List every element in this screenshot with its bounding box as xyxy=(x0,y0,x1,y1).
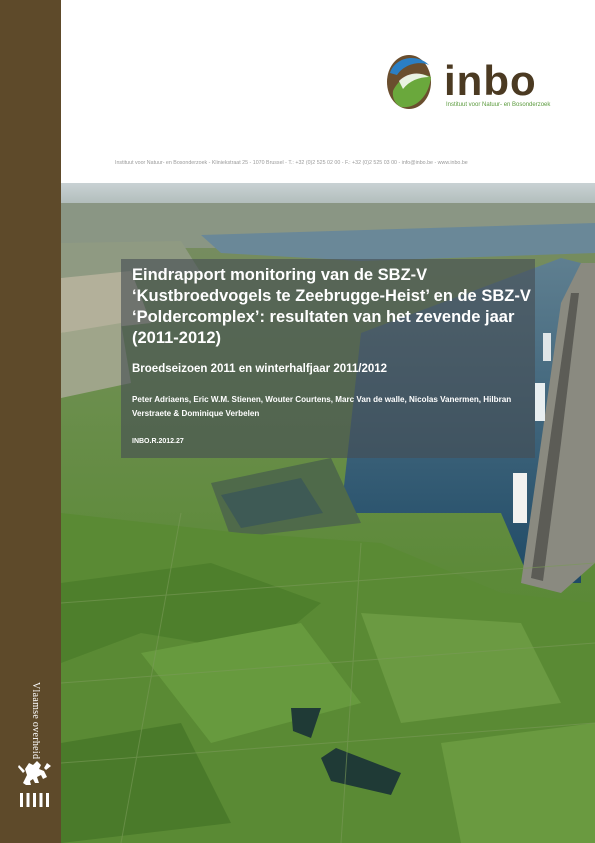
report-authors: Peter Adriaens, Eric W.M. Stienen, Wouter Courtens, Marc Van de walle, Nicolas Vanermen, Hilbran Verstraete & Dominique Verbelen xyxy=(132,395,512,418)
report-subtitle: Broedseizoen 2011 en winterhalfjaar 2011/2012 xyxy=(132,363,388,375)
inbo-logo-icon xyxy=(385,51,437,111)
brand-sidebar xyxy=(0,0,61,843)
flemish-lion-icon xyxy=(17,757,51,789)
report-title: Eindrapport monitoring van de SBZ-V ‘Kustbroedvogels te Zeebrugge-Heist’ en de SBZ-V ‘Poldercomplex’: resultaten van het zevende jaar (2011-2012) xyxy=(132,266,531,347)
logo-wordmark: inbo xyxy=(444,57,537,104)
government-label: Vlaamse overheid xyxy=(30,682,41,760)
logo-subtitle: Instituut voor Natuur- en Bosonderzoek xyxy=(446,102,551,108)
contact-address: Instituut voor Natuur- en Bosonderzoek - Kliniekstraat 25 - 1070 Brussel - T.: +32 (0)2 525 02 00 - F.: +32 (0)2 525 03 00 - info@inbo.be - www.inbo.be xyxy=(115,160,468,166)
government-bars-icon xyxy=(20,793,50,807)
report-number: INBO.R.2012.27 xyxy=(132,438,184,445)
